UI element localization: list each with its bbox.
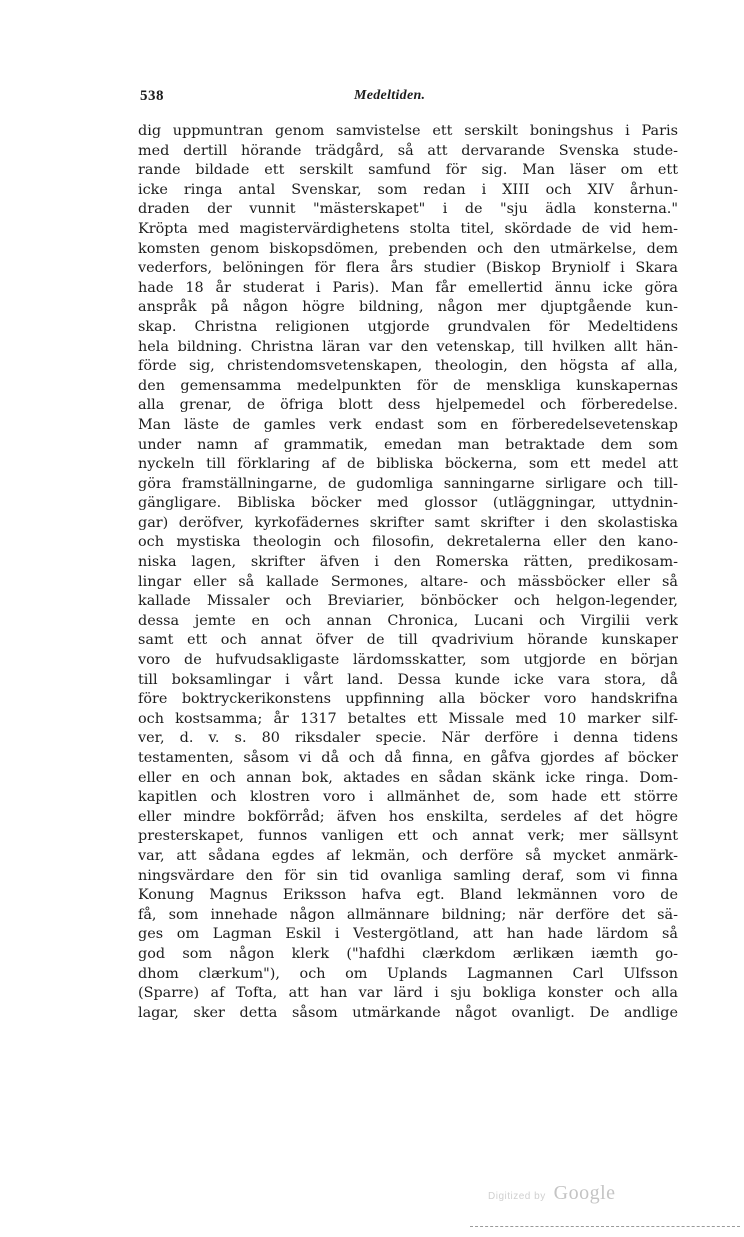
running-title: Medeltiden.	[354, 88, 426, 103]
text-line: eller en och annan bok, aktades en sådan skänk icke ringa. Dom-	[138, 769, 678, 786]
text-line: var, att sådana egdes af lekmän, och derföre så mycket anmärk-	[138, 847, 678, 864]
scan-edge-marks	[470, 1226, 740, 1229]
text-line: dig uppmuntran genom samvistelse ett serskilt boningshus i Paris	[138, 123, 678, 139]
text-line: kapitlen och klostren voro i allmänhet de, som hade ett större	[138, 789, 678, 806]
text-line: Man läste de gamles verk endast som en förberedelsevetenskap	[138, 416, 678, 433]
text-line: testamenten, såsom vi då och då finna, en gåfva gjordes af böcker	[138, 750, 678, 766]
text-line: eller mindre bokförråd; äfven hos enskilta, serdeles af det högre	[138, 808, 678, 825]
text-line: få, som innehade någon allmännare bildning; när derföre det sä-	[138, 906, 678, 923]
text-line: skap. Christna religionen utgjorde grundvalen för Medeltidens	[138, 318, 678, 335]
text-line: alla grenar, de öfriga blott dess hjelpemedel och förberedelse.	[138, 397, 678, 414]
text-line: före boktryckerikonstens uppfinning alla böcker voro handskrifna	[138, 691, 678, 708]
text-line: samt ett och annat öfver de till qvadrivium hörande kunskaper	[138, 632, 678, 649]
text-line: icke ringa antal Svenskar, som redan i XIII och XIV århun-	[138, 181, 678, 198]
digitization-watermark	[488, 1182, 616, 1205]
text-line: komsten genom biskopsdömen, prebenden och den utmärkelse, dem	[138, 240, 678, 257]
text-line: Kröpta med magistervärdighetens stolta titel, skördade de vid hem-	[138, 220, 678, 237]
text-line: gar) deröfver, kyrkofädernes skrifter samt skrifter i den skolastiska	[138, 514, 678, 531]
text-line: den gemensamma medelpunkten för de menskliga kunskapernas	[138, 377, 678, 394]
text-line: draden der vunnit "mästerskapet" i de "sju ädla konsterna."	[138, 201, 678, 218]
text-line: (Sparre) af Tofta, att han var lärd i sju bokliga konster och alla	[138, 985, 678, 1002]
text-line: ver, d. v. s. 80 riksdaler specie. När derföre i denna tidens	[138, 730, 678, 747]
text-line: niska lagen, skrifter äfven i den Romerska rätten, predikosam-	[138, 554, 678, 571]
text-line: lagar, sker detta såsom utmärkande något ovanligt. De andlige	[138, 1004, 678, 1021]
text-line: göra framställningarne, de gudomliga sanningarne sirligare och till-	[138, 475, 678, 492]
text-line: hade 18 år studerat i Paris). Man får emellertid ännu icke göra	[138, 279, 678, 296]
text-line: ningsvärdare den för sin tid ovanliga samling deraf, som vi finna	[138, 867, 678, 884]
text-line: till boksamlingar i vårt land. Dessa kunde icke vara stora, då	[138, 671, 678, 688]
text-line: och kostsamma; år 1317 betaltes ett Missale med 10 marker silf-	[138, 710, 678, 727]
text-line: förde sig, christendomsvetenskapen, theologin, den högsta af alla,	[138, 358, 678, 375]
text-line: ges om Lagman Eskil i Vestergötland, att han hade lärdom så	[138, 926, 678, 943]
text-line: Konung Magnus Eriksson hafva egt. Bland lekmännen voro de	[138, 887, 678, 904]
text-line: gängligare. Bibliska böcker med glossor (utläggningar, uttydnin-	[138, 495, 678, 512]
text-line: nyckeln till förklaring af de bibliska böckerna, som ett medel att	[138, 456, 678, 473]
page-number: 538	[140, 88, 164, 104]
google-logo: Google	[553, 1182, 616, 1204]
text-line: presterskapet, funnos vanligen ett och annat verk; mer sällsynt	[138, 828, 678, 845]
text-line: lingar eller så kallade Sermones, altare- och mässböcker eller så	[138, 573, 678, 590]
text-line: god som någon klerk ("hafdhi clærkdom ærlikæn iæmth go-	[138, 945, 678, 962]
text-line: voro de hufvudsakligaste lärdomsskatter, som utgjorde en början	[138, 652, 678, 669]
text-line: rande bildade ett serskilt samfund för sig. Man läser om ett	[138, 162, 678, 179]
text-line: och mystiska theologin och filosofin, dekretalerna eller den kano-	[138, 534, 678, 551]
text-line: under namn af grammatik, emedan man betraktade dem som	[138, 436, 678, 453]
watermark-prefix: Digitized by	[488, 1191, 546, 1202]
text-line: hela bildning. Christna läran var den vetenskap, till hvilken allt hän-	[138, 338, 678, 355]
text-line: vederfors, belöningen för flera års studier (Biskop Bryniolf i Skara	[138, 260, 678, 277]
text-line: dessa jemte en och annan Chronica, Lucani och Virgilii verk	[138, 612, 678, 629]
text-line: kallade Missaler och Breviarier, bönböcker och helgon-legender,	[138, 593, 678, 610]
body-text	[138, 122, 678, 1023]
text-line: dhom clærkum"), och om Uplands Lagmannen Carl Ulfsson	[138, 965, 678, 982]
text-line: med dertill hörande trädgård, så att dervarande Svenska stude-	[138, 142, 678, 159]
text-line: anspråk på någon högre bildning, någon mer djuptgående kun-	[138, 299, 678, 316]
page-header	[0, 88, 744, 110]
